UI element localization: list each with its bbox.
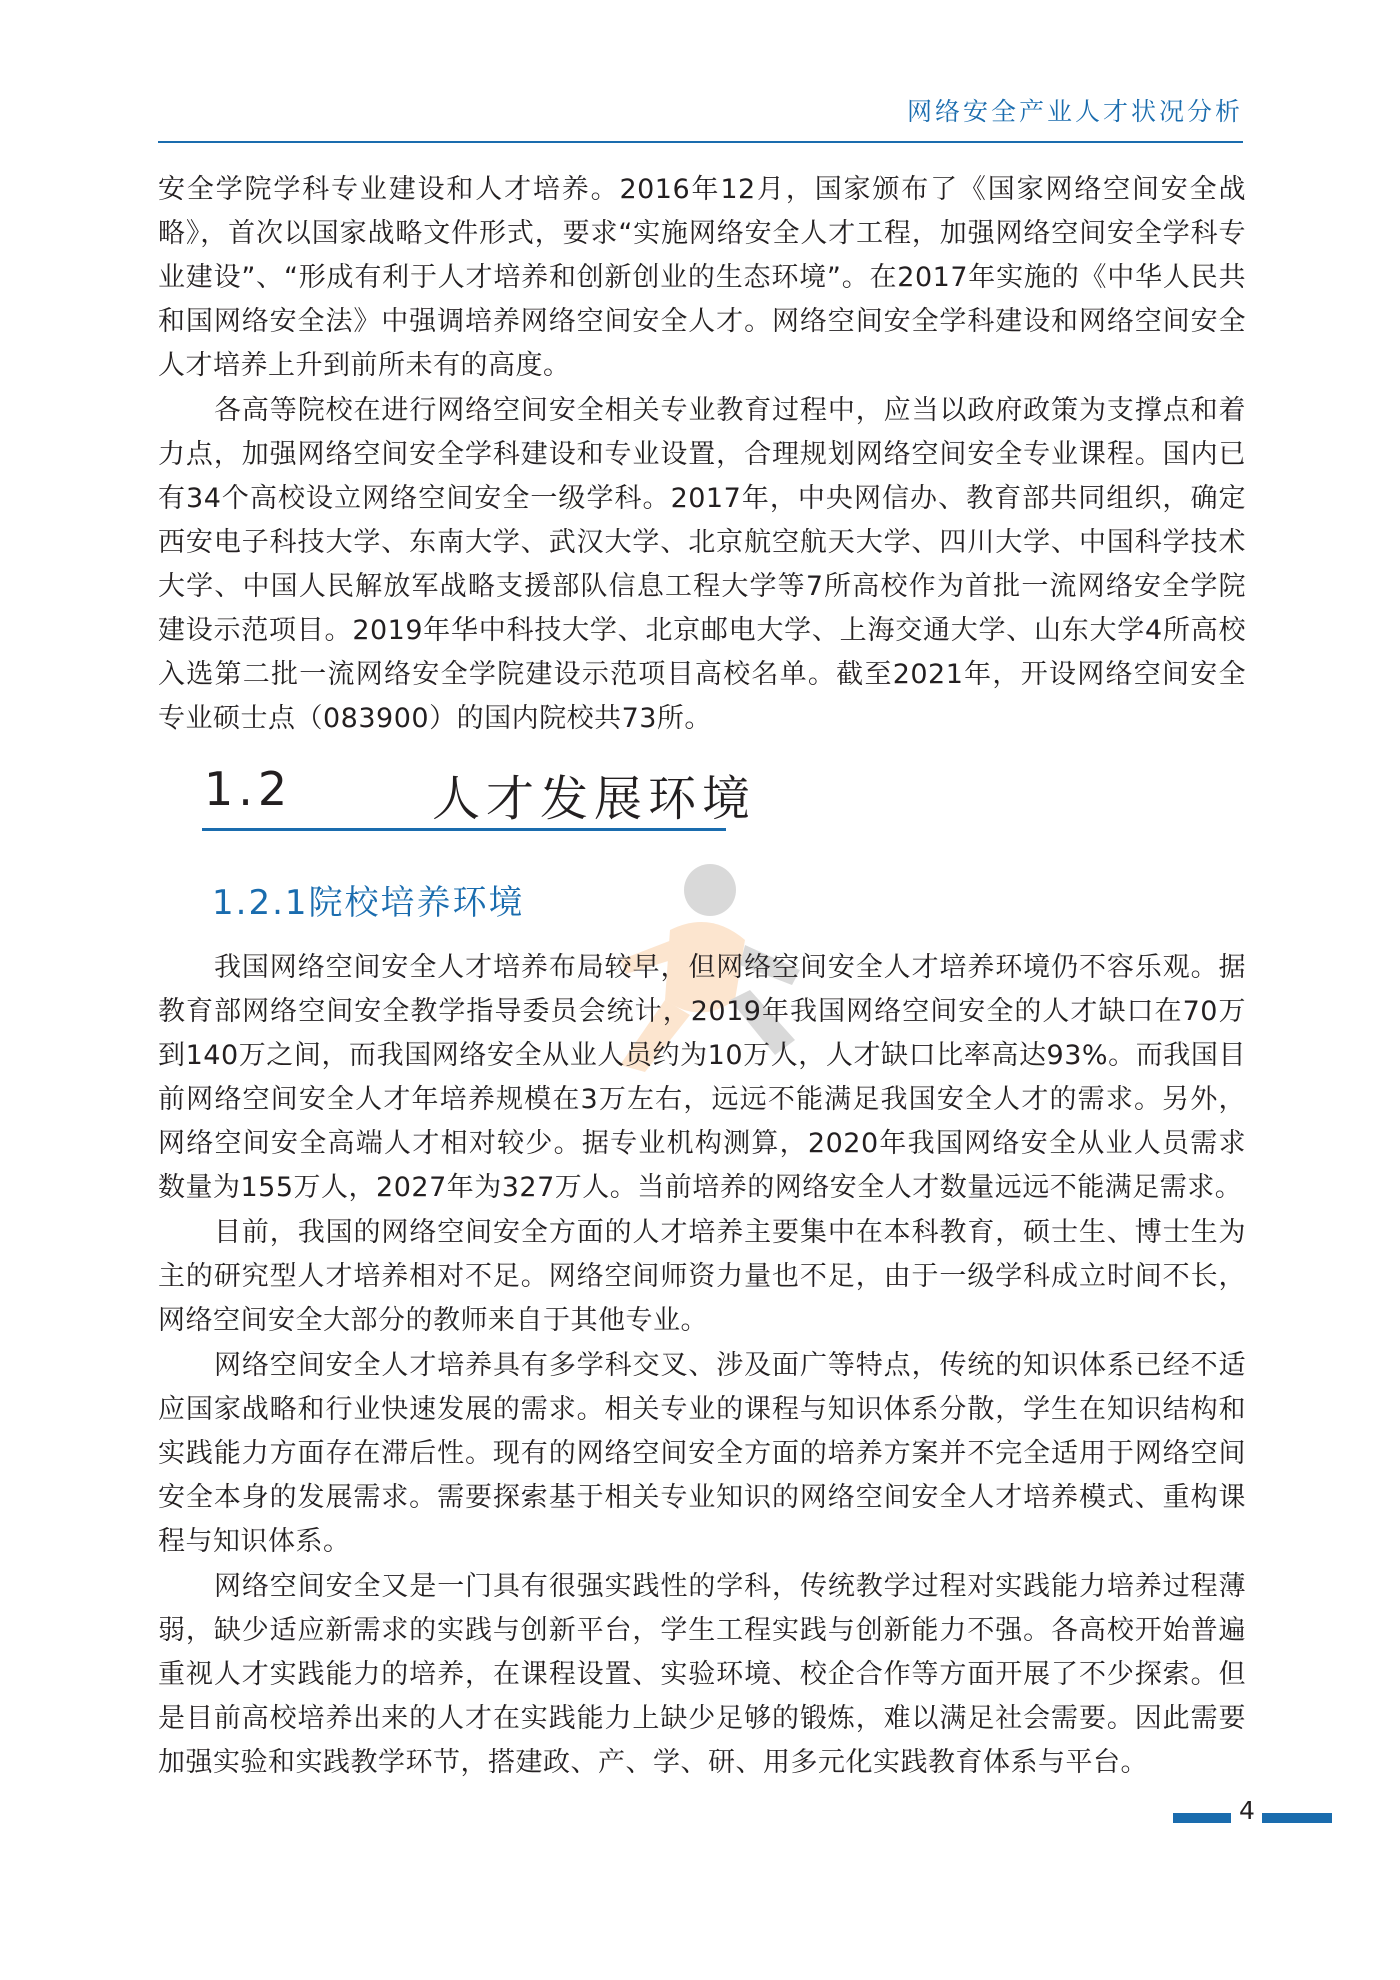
footer-bar-left [1173,1813,1231,1823]
paragraph: 我国网络空间安全人才培养布局较早，但网络空间安全人才培养环境仍不容乐观。据教育部网络空间安全教学指导委员会统计，2019年我国网络空间安全的人才缺口在70万到140万之间，而我国网络安全从业人员约为10万人，人才缺口比率高达93%。而我国目前网络空间安全人才年培养规模在3万左右，远远不能满足我国安全人才的需求。另外，网络空间安全高端人才相对较少。据专业机构测算，2020年我国网络安全从业人员需求数量为155万人，2027年为327万人。当前培养的网络安全人才数量远远不能满足需求。 [158,952,1246,1203]
footer-bar-right [1262,1813,1332,1823]
section-number: 1.2 [204,762,293,816]
paragraph-continued: 安全学院学科专业建设和人才培养。2016年12月，国家颁布了《国家网络空间安全战略》，首次以国家战略文件形式，要求“实施网络安全人才工程，加强网络空间安全学科专业建设”、“形成有利于人才培养和创新创业的生态环境”。在2017年实施的《中华人民共和国网络安全法》中强调培养网络空间安全人才。网络空间安全学科建设和网络空间安全人才培养上升到前所未有的高度。 [158,174,1246,381]
running-header-title: 网络安全产业人才状况分析 [906,97,1243,126]
intro-text-block [158,168,1246,742]
paragraph: 各高等院校在进行网络空间安全相关专业教育过程中，应当以政府政策为支撑点和着力点，加强网络空间安全学科建设和专业设置，合理规划网络空间安全专业课程。国内已有34个高校设立网络空间安全一级学科。2017年，中央网信办、教育部共同组织，确定西安电子科技大学、东南大学、武汉大学、北京航空航天大学、四川大学、中国科学技术大学、中国人民解放军战略支援部队信息工程大学等7所高校作为首批一流网络安全学院建设示范项目。2019年华中科技大学、北京邮电大学、上海交通大学、山东大学4所高校入选第二批一流网络安全学院建设示范项目高校名单。截至2021年，开设网络空间安全专业硕士点（083900）的国内院校共73所。 [158,395,1246,734]
paragraph: 网络空间安全又是一门具有很强实践性的学科，传统教学过程对实践能力培养过程薄弱，缺少适应新需求的实践与创新平台，学生工程实践与创新能力不强。各高校开始普遍重视人才实践能力的培养，在课程设置、实验环境、校企合作等方面开展了不少探索。但是目前高校培养出来的人才在实践能力上缺少足够的锻炼，难以满足社会需要。因此需要加强实验和实践教学环节，搭建政、产、学、研、用多元化实践教育体系与平台。 [158,1571,1246,1778]
paragraph: 网络空间安全人才培养具有多学科交叉、涉及面广等特点，传统的知识体系已经不适应国家战略和行业快速发展的需求。相关专业的课程与知识体系分散，学生在知识结构和实践能力方面存在滞后性。现有的网络空间安全方面的培养方案并不完全适用于网络空间安全本身的发展需求。需要探索基于相关专业知识的网络空间安全人才培养模式、重构课程与知识体系。 [158,1350,1246,1557]
paragraph: 目前，我国的网络空间安全方面的人才培养主要集中在本科教育，硕士生、博士生为主的研究型人才培养相对不足。网络空间师资力量也不足，由于一级学科成立时间不长，网络空间安全大部分的教师来自于其他专业。 [158,1217,1246,1336]
section-heading [202,760,757,831]
subsection-heading: 1.2.1院校培养环境 [212,883,525,923]
body-text-block [158,946,1246,1786]
header-divider [158,141,1243,143]
page-number: 4 [1239,1796,1255,1825]
section-title: 人才发展环境 [432,771,757,827]
